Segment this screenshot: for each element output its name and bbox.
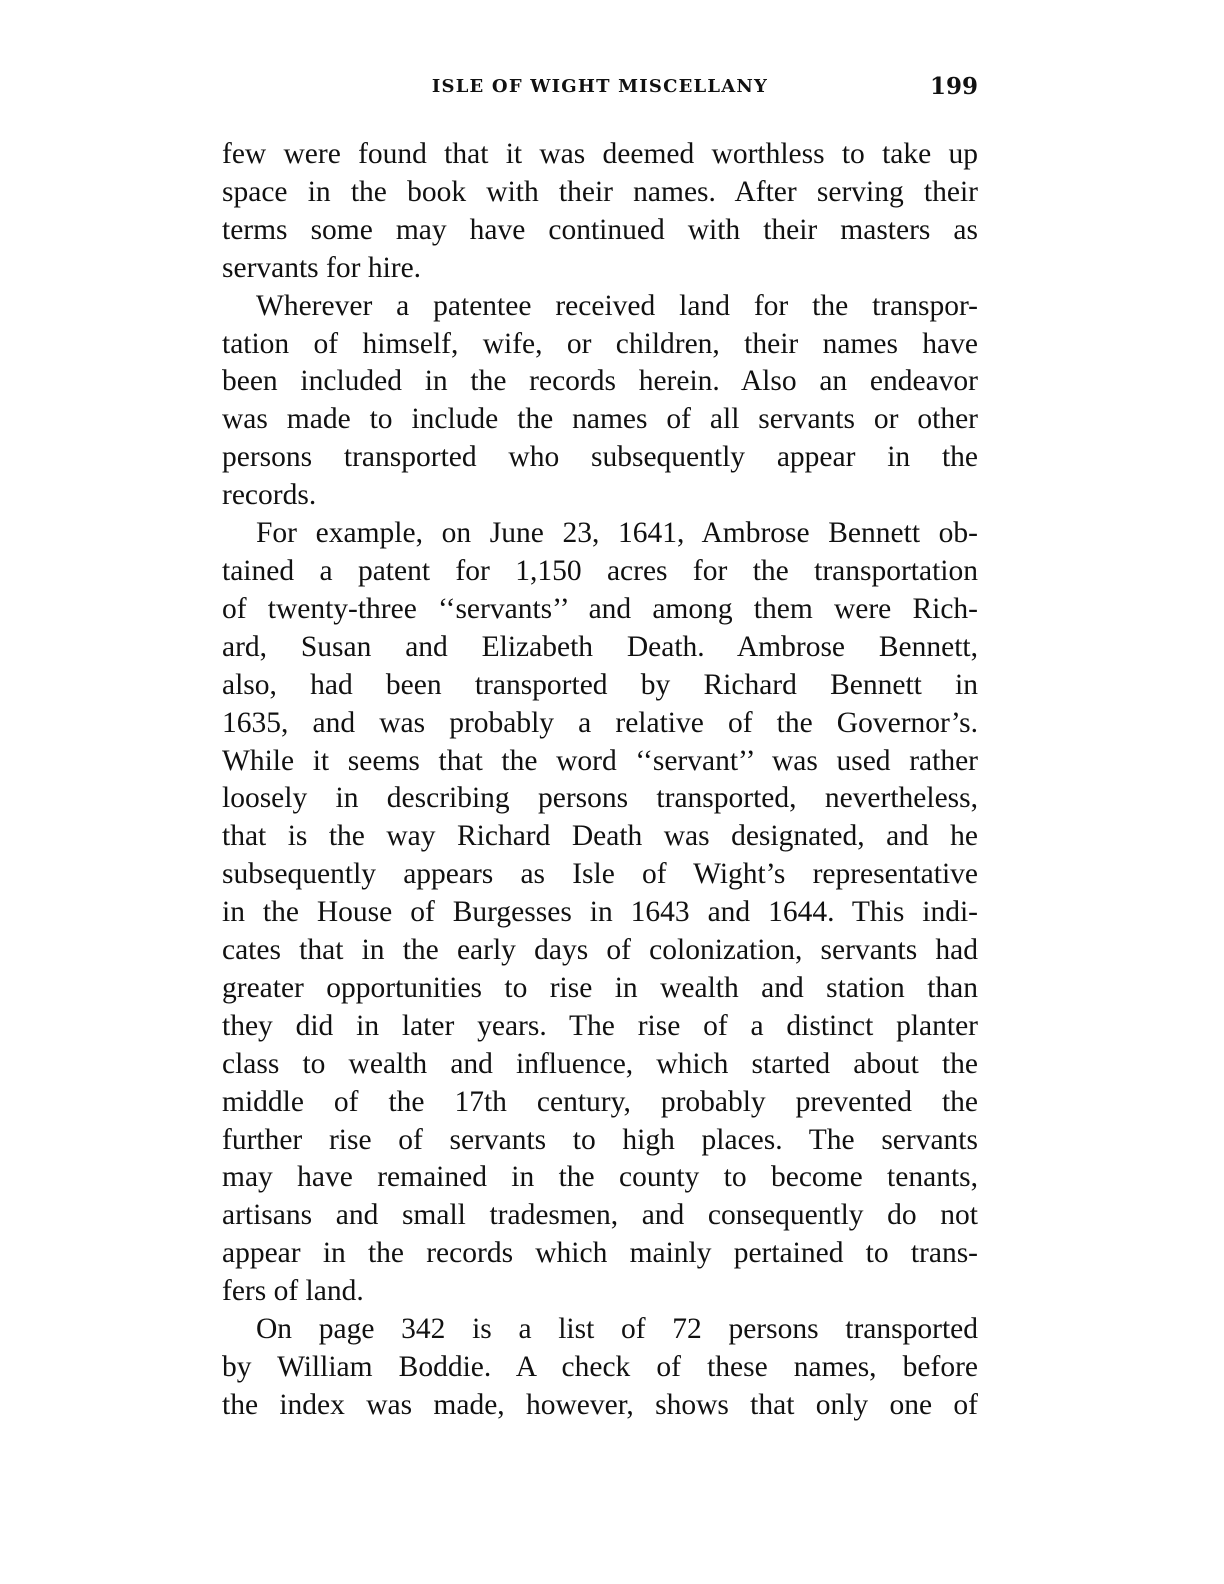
body-text: [222, 136, 978, 1425]
page-number: 199: [929, 73, 978, 100]
text-line: While it seems that the word ‘‘servant’’ was used rather: [222, 744, 978, 777]
text-line: persons transported who subsequently appear in the: [222, 441, 978, 474]
text-line: middle of the 17th century, probably prevented the: [222, 1085, 978, 1118]
text-line: they did in later years. The rise of a distinct planter: [222, 1009, 978, 1042]
text-line: been included in the records herein. Also an endeavor: [222, 365, 978, 398]
text-line: Wherever a patentee received land for the transpor-: [256, 289, 978, 322]
text-line: also, had been transported by Richard Bennett in: [222, 668, 978, 701]
text-line: class to wealth and influence, which started about the: [222, 1047, 978, 1080]
text-line: the index was made, however, shows that only one of: [222, 1388, 978, 1421]
text-line: that is the way Richard Death was designated, and he: [222, 820, 978, 853]
running-title: ISLE OF WIGHT MISCELLANY: [431, 76, 769, 97]
text-line: was made to include the names of all servants or other: [222, 403, 978, 436]
text-line: tained a patent for 1,150 acres for the transportation: [222, 554, 978, 587]
text-line: For example, on June 23, 1641, Ambrose Bennett ob-: [256, 517, 978, 550]
text-line: of twenty-three ‘‘servants’’ and among them were Rich-: [222, 592, 978, 625]
text-line: fers of land.: [222, 1275, 364, 1308]
text-line: may have remained in the county to become tenants,: [222, 1161, 978, 1194]
text-line: subsequently appears as Isle of Wight’s representative: [222, 858, 978, 891]
paragraph-3: [222, 515, 978, 1311]
text-line: by William Boddie. A check of these names, before: [222, 1351, 978, 1383]
book-page: [222, 70, 978, 1425]
text-line: artisans and small tradesmen, and consequently do not: [222, 1199, 978, 1232]
text-line: cates that in the early days of colonization, servants had: [222, 934, 978, 967]
text-line: 1635, and was probably a relative of the Governor’s.: [222, 706, 978, 739]
text-line: loosely in describing persons transported, nevertheless,: [222, 782, 978, 815]
text-line: space in the book with their names. After serving their: [222, 175, 978, 208]
text-line: appear in the records which mainly pertained to trans-: [222, 1237, 978, 1270]
text-line: in the House of Burgesses in 1643 and 1644. This indi-: [222, 896, 978, 929]
text-line: further rise of servants to high places. The servants: [222, 1123, 978, 1156]
paragraph-2: [222, 288, 978, 515]
running-header: [222, 70, 978, 110]
text-line: servants for hire.: [222, 251, 422, 284]
text-line: greater opportunities to rise in wealth and station than: [222, 971, 978, 1004]
text-line: few were found that it was deemed worthless to take up: [222, 138, 978, 170]
text-line: terms some may have continued with their masters as: [222, 213, 978, 246]
paragraph-1: [222, 136, 978, 288]
text-line: On page 342 is a list of 72 persons transported: [256, 1313, 978, 1346]
text-line: records.: [222, 479, 317, 512]
text-line: tation of himself, wife, or children, their names have: [222, 327, 978, 360]
paragraph-4: [222, 1311, 978, 1425]
text-line: ard, Susan and Elizabeth Death. Ambrose Bennett,: [222, 630, 978, 663]
